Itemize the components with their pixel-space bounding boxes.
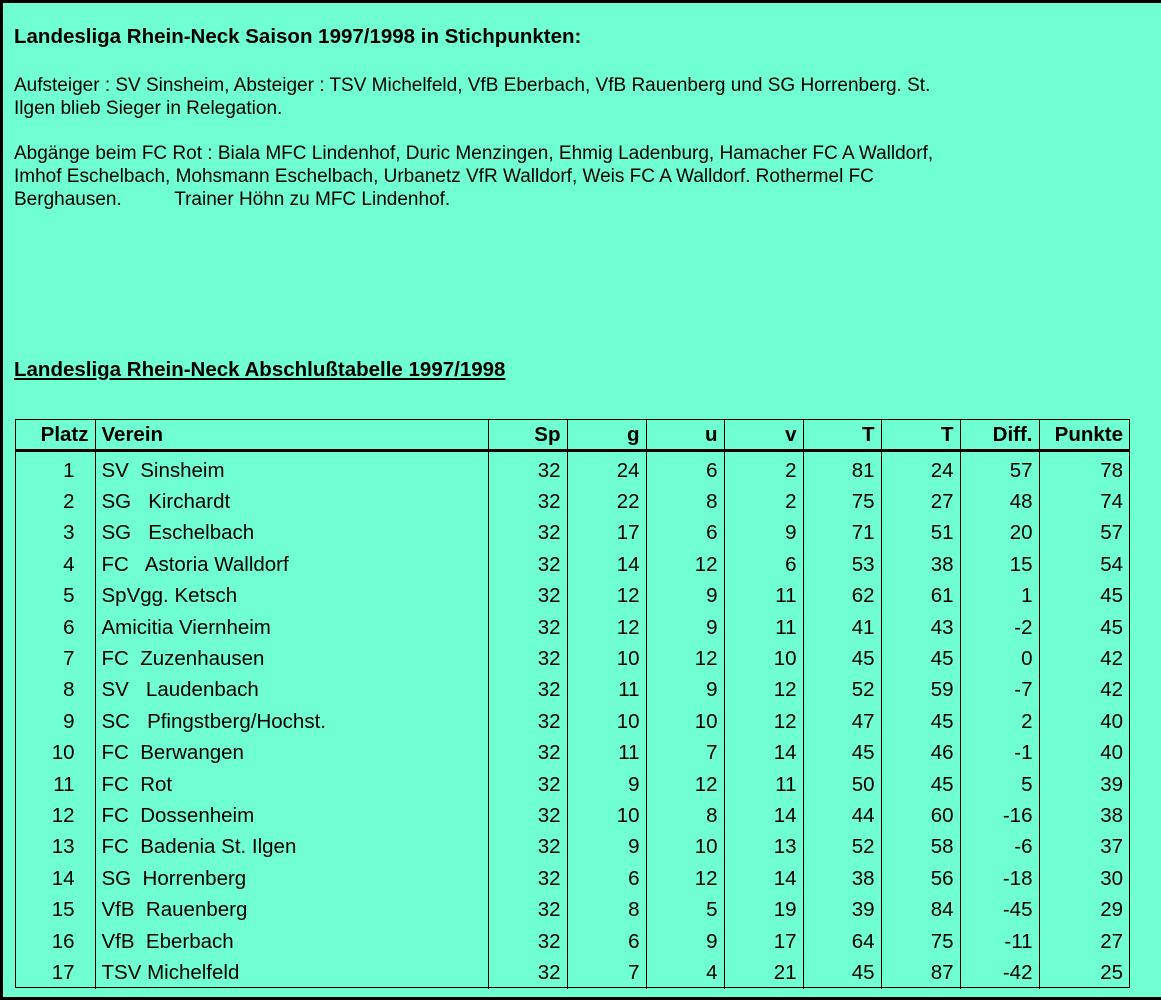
cell-verein: TSV Michelfeld — [95, 957, 488, 988]
cell-punkte: 78 — [1100, 458, 1123, 482]
cell-verein: VfB Rauenberg — [95, 894, 488, 925]
cell-v: 12 — [724, 675, 803, 706]
cell-platz: 3 — [16, 518, 95, 549]
table-row — [16, 549, 1129, 580]
cell-u: 9 — [646, 581, 724, 612]
cell-punkte: 30 — [1100, 866, 1123, 890]
cell-tore-plus: 45 — [803, 738, 881, 769]
cell-tore-plus: 50 — [803, 769, 881, 800]
cell-sp: 32 — [488, 894, 567, 925]
cell-g: 24 — [567, 451, 646, 487]
cell-tore-plus: 64 — [803, 926, 881, 957]
cell-diff: -11 — [960, 926, 1039, 957]
cell-verein: SpVgg. Ketsch — [95, 581, 488, 612]
cell-tore-plus: 44 — [803, 800, 881, 831]
cell-v: 2 — [724, 486, 803, 517]
cell-diff: -1 — [960, 738, 1039, 769]
summary-paragraph-departures — [14, 142, 933, 211]
cell-u: 7 — [646, 738, 724, 769]
summary-line: Aufsteiger : SV Sinsheim, Absteiger : TSV Michelfeld, VfB Eberbach, VfB Rauenberg und SG Horrenberg. St. — [14, 75, 931, 96]
cell-punkte: 42 — [1100, 647, 1123, 671]
cell-sp: 32 — [488, 863, 567, 894]
cell-platz: 4 — [16, 549, 95, 580]
cell-verein: FC Zuzenhausen — [95, 643, 488, 674]
column-header-g: g — [567, 420, 646, 451]
table-row — [16, 581, 1129, 612]
cell-platz: 14 — [16, 863, 95, 894]
cell-tore-minus: 60 — [881, 800, 960, 831]
cell-punkte: 27 — [1100, 929, 1123, 953]
cell-tore-minus: 45 — [881, 769, 960, 800]
column-header-sp: Sp — [488, 420, 567, 451]
cell-g: 6 — [567, 863, 646, 894]
cell-v: 12 — [724, 706, 803, 737]
column-header-punkte: Punkte — [1039, 420, 1129, 451]
cell-u: 5 — [646, 894, 724, 925]
cell-g: 12 — [567, 581, 646, 612]
cell-platz: 11 — [16, 769, 95, 800]
cell-v: 17 — [724, 926, 803, 957]
summary-line: Ilgen blieb Sieger in Relegation. — [14, 98, 283, 119]
cell-g: 9 — [567, 832, 646, 863]
cell-diff: -45 — [960, 894, 1039, 925]
cell-punkte: 37 — [1100, 835, 1123, 859]
cell-sp: 32 — [488, 518, 567, 549]
column-header-tore-plus: T — [803, 420, 881, 451]
table-row — [16, 800, 1129, 831]
cell-g: 8 — [567, 894, 646, 925]
cell-v: 6 — [724, 549, 803, 580]
cell-g: 17 — [567, 518, 646, 549]
cell-platz: 6 — [16, 612, 95, 643]
cell-tore-plus: 52 — [803, 675, 881, 706]
cell-punkte: 40 — [1100, 709, 1123, 733]
cell-u: 9 — [646, 675, 724, 706]
cell-g: 10 — [567, 706, 646, 737]
cell-sp: 32 — [488, 738, 567, 769]
cell-g: 12 — [567, 612, 646, 643]
cell-tore-plus: 39 — [803, 894, 881, 925]
column-header-v: v — [724, 420, 803, 451]
cell-v: 11 — [724, 612, 803, 643]
cell-sp: 32 — [488, 612, 567, 643]
cell-tore-plus: 71 — [803, 518, 881, 549]
column-header-diff: Diff. — [960, 420, 1039, 451]
cell-tore-plus: 81 — [803, 451, 881, 487]
cell-g: 7 — [567, 957, 646, 988]
cell-verein: SG Horrenberg — [95, 863, 488, 894]
cell-tore-minus: 75 — [881, 926, 960, 957]
cell-punkte: 45 — [1100, 584, 1123, 608]
table-row — [16, 894, 1129, 925]
table-row — [16, 518, 1129, 549]
cell-v: 19 — [724, 894, 803, 925]
cell-tore-minus: 61 — [881, 581, 960, 612]
cell-punkte: 38 — [1100, 803, 1123, 827]
cell-diff: 1 — [960, 581, 1039, 612]
cell-v: 14 — [724, 800, 803, 831]
cell-diff: -7 — [960, 675, 1039, 706]
cell-sp: 32 — [488, 800, 567, 831]
table-row — [16, 832, 1129, 863]
cell-diff: 0 — [960, 643, 1039, 674]
cell-tore-minus: 84 — [881, 894, 960, 925]
cell-platz: 1 — [16, 451, 95, 487]
cell-sp: 32 — [488, 926, 567, 957]
cell-punkte: 40 — [1100, 741, 1123, 765]
cell-diff: -16 — [960, 800, 1039, 831]
cell-punkte: 57 — [1100, 521, 1123, 545]
cell-verein: SC Pfingstberg/Hochst. — [95, 706, 488, 737]
table-row — [16, 675, 1129, 706]
column-header-tore-minus: T — [881, 420, 960, 451]
cell-g: 9 — [567, 769, 646, 800]
cell-platz: 9 — [16, 706, 95, 737]
cell-sp: 32 — [488, 769, 567, 800]
cell-u: 10 — [646, 706, 724, 737]
cell-diff: -2 — [960, 612, 1039, 643]
cell-sp: 32 — [488, 675, 567, 706]
cell-tore-plus: 38 — [803, 863, 881, 894]
table-title: Landesliga Rhein-Neck Abschlußtabelle 1997/1998 — [14, 358, 506, 381]
cell-v: 14 — [724, 738, 803, 769]
cell-verein: SV Laudenbach — [95, 675, 488, 706]
cell-diff: -6 — [960, 832, 1039, 863]
cell-punkte: 45 — [1100, 615, 1123, 639]
cell-v: 13 — [724, 832, 803, 863]
cell-tore-minus: 87 — [881, 957, 960, 988]
cell-platz: 15 — [16, 894, 95, 925]
cell-tore-plus: 62 — [803, 581, 881, 612]
cell-punkte: 54 — [1100, 552, 1123, 576]
cell-g: 6 — [567, 926, 646, 957]
cell-sp: 32 — [488, 486, 567, 517]
cell-tore-minus: 46 — [881, 738, 960, 769]
table-row — [16, 612, 1129, 643]
cell-punkte: 42 — [1100, 678, 1123, 702]
cell-tore-plus: 45 — [803, 957, 881, 988]
cell-verein: FC Rot — [95, 769, 488, 800]
cell-v: 2 — [724, 451, 803, 487]
cell-u: 4 — [646, 957, 724, 988]
table-row — [16, 769, 1129, 800]
cell-diff: 2 — [960, 706, 1039, 737]
cell-v: 11 — [724, 581, 803, 612]
cell-g: 10 — [567, 800, 646, 831]
cell-tore-plus: 52 — [803, 832, 881, 863]
cell-tore-minus: 38 — [881, 549, 960, 580]
standings-table — [16, 420, 1129, 989]
cell-platz: 12 — [16, 800, 95, 831]
cell-tore-plus: 75 — [803, 486, 881, 517]
cell-u: 12 — [646, 549, 724, 580]
cell-platz: 8 — [16, 675, 95, 706]
cell-platz: 10 — [16, 738, 95, 769]
summary-line: Imhof Eschelbach, Mohsmann Eschelbach, Urbanetz VfR Walldorf, Weis FC A Walldorf. Rothermel FC — [14, 166, 874, 187]
cell-verein: Amicitia Viernheim — [95, 612, 488, 643]
cell-u: 10 — [646, 832, 724, 863]
cell-v: 14 — [724, 863, 803, 894]
cell-sp: 32 — [488, 643, 567, 674]
cell-verein: SV Sinsheim — [95, 451, 488, 487]
cell-g: 10 — [567, 643, 646, 674]
cell-u: 12 — [646, 769, 724, 800]
column-header-verein: Verein — [95, 420, 488, 451]
cell-v: 10 — [724, 643, 803, 674]
cell-punkte: 39 — [1100, 772, 1123, 796]
cell-tore-minus: 59 — [881, 675, 960, 706]
cell-punkte: 25 — [1100, 960, 1123, 984]
cell-tore-minus: 24 — [881, 451, 960, 487]
cell-platz: 5 — [16, 581, 95, 612]
cell-tore-minus: 56 — [881, 863, 960, 894]
table-row — [16, 451, 1129, 487]
cell-tore-minus: 43 — [881, 612, 960, 643]
cell-u: 6 — [646, 451, 724, 487]
cell-g: 11 — [567, 738, 646, 769]
cell-v: 11 — [724, 769, 803, 800]
cell-verein: FC Dossenheim — [95, 800, 488, 831]
cell-punkte: 74 — [1100, 490, 1123, 514]
cell-sp: 32 — [488, 451, 567, 487]
cell-g: 22 — [567, 486, 646, 517]
cell-tore-plus: 53 — [803, 549, 881, 580]
cell-platz: 17 — [16, 957, 95, 988]
cell-tore-minus: 51 — [881, 518, 960, 549]
cell-tore-plus: 41 — [803, 612, 881, 643]
cell-verein: SG Kirchardt — [95, 486, 488, 517]
column-header-u: u — [646, 420, 724, 451]
cell-u: 12 — [646, 643, 724, 674]
cell-v: 9 — [724, 518, 803, 549]
cell-verein: FC Badenia St. Ilgen — [95, 832, 488, 863]
cell-punkte: 29 — [1100, 898, 1123, 922]
cell-u: 9 — [646, 926, 724, 957]
cell-tore-minus: 27 — [881, 486, 960, 517]
cell-platz: 16 — [16, 926, 95, 957]
cell-diff: 48 — [960, 486, 1039, 517]
summary-paragraph-promotion — [14, 74, 930, 120]
cell-diff: 20 — [960, 518, 1039, 549]
table-row — [16, 643, 1129, 674]
cell-platz: 7 — [16, 643, 95, 674]
cell-tore-plus: 45 — [803, 643, 881, 674]
summary-line: Berghausen. Trainer Höhn zu MFC Lindenhof. — [14, 189, 451, 210]
cell-platz: 2 — [16, 486, 95, 517]
cell-tore-minus: 58 — [881, 832, 960, 863]
cell-tore-plus: 47 — [803, 706, 881, 737]
cell-tore-minus: 45 — [881, 643, 960, 674]
cell-diff: 5 — [960, 769, 1039, 800]
cell-v: 21 — [724, 957, 803, 988]
cell-g: 11 — [567, 675, 646, 706]
cell-u: 8 — [646, 800, 724, 831]
cell-verein: SG Eschelbach — [95, 518, 488, 549]
cell-u: 8 — [646, 486, 724, 517]
cell-diff: 57 — [960, 451, 1039, 487]
table-row — [16, 926, 1129, 957]
summary-line: Abgänge beim FC Rot : Biala MFC Lindenhof, Duric Menzingen, Ehmig Ladenburg, Hamacher FC A Walldorf, — [14, 143, 934, 164]
column-header-platz: Platz — [16, 420, 95, 451]
cell-verein: FC Astoria Walldorf — [95, 549, 488, 580]
table-header-row — [16, 420, 1129, 451]
table-row — [16, 863, 1129, 894]
cell-sp: 32 — [488, 957, 567, 988]
standings-table-container — [15, 419, 1130, 988]
cell-sp: 32 — [488, 549, 567, 580]
cell-verein: FC Berwangen — [95, 738, 488, 769]
table-row — [16, 738, 1129, 769]
cell-u: 6 — [646, 518, 724, 549]
cell-verein: VfB Eberbach — [95, 926, 488, 957]
table-row — [16, 706, 1129, 737]
cell-diff: -18 — [960, 863, 1039, 894]
cell-sp: 32 — [488, 706, 567, 737]
cell-sp: 32 — [488, 832, 567, 863]
table-body — [16, 451, 1129, 989]
page-title: Landesliga Rhein-Neck Saison 1997/1998 in Stichpunkten: — [14, 25, 582, 48]
cell-g: 14 — [567, 549, 646, 580]
cell-tore-minus: 45 — [881, 706, 960, 737]
cell-platz: 13 — [16, 832, 95, 863]
cell-diff: 15 — [960, 549, 1039, 580]
cell-u: 9 — [646, 612, 724, 643]
cell-diff: -42 — [960, 957, 1039, 988]
table-row — [16, 957, 1129, 988]
table-row — [16, 486, 1129, 517]
cell-sp: 32 — [488, 581, 567, 612]
cell-u: 12 — [646, 863, 724, 894]
